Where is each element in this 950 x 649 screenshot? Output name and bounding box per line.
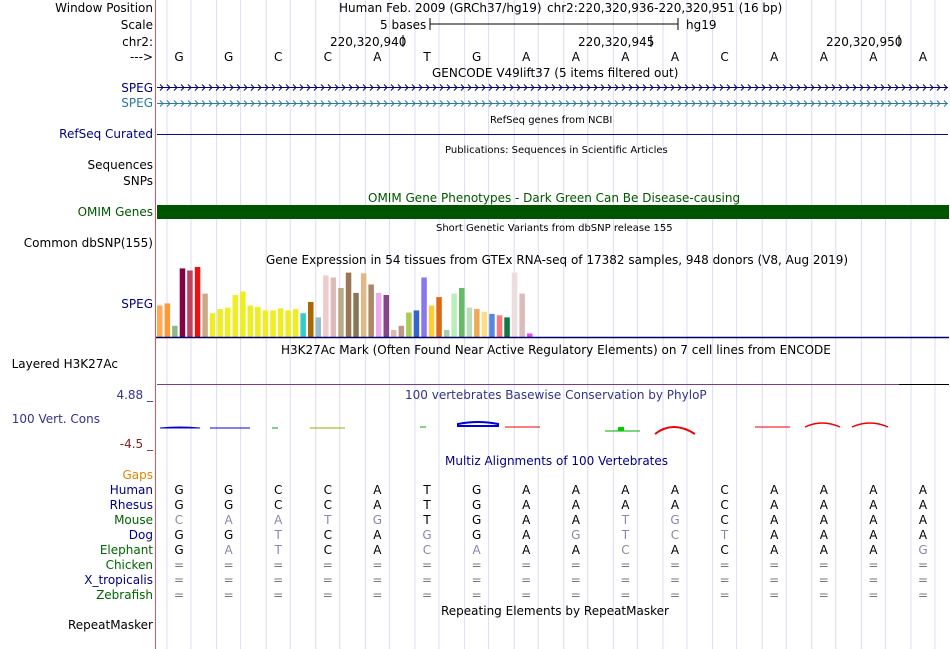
alignment-base: A [918,528,928,542]
alignment-base: A [819,483,828,497]
alignment-base: C [273,483,283,497]
alignment-base: A [274,513,283,527]
ruler-tick-label: 220,320,950 [826,35,903,49]
gtex-tissue-bar[interactable] [451,294,457,337]
gtex-tissue-bar[interactable] [353,293,359,337]
scale-bar [430,18,678,30]
gencode-track-title: GENCODE V49lift37 (5 items filtered out) [432,66,679,80]
alignment-base: C [323,483,332,497]
alignment-base: = [372,573,383,587]
alignment-base: = [818,573,829,587]
window-position-label: Window Position [55,1,153,15]
alignment-base: = [223,573,234,587]
alignment-base: A [770,483,779,497]
gtex-tissue-bar[interactable] [233,295,239,337]
alignment-base: = [917,558,929,572]
reference-base: A [522,50,531,64]
phylop-track-title: 100 vertebrates Basewise Conservation by PhyloP [405,388,707,402]
alignment-base: A [770,498,779,512]
multiz-species-label[interactable]: Rhesus [109,498,153,512]
alignment-base: C [720,483,729,497]
reference-base: G [471,50,482,64]
gencode-gene-label[interactable]: SPEG [121,96,153,110]
publications-track-title: Publications: Sequences in Scientific Articles [445,145,668,156]
gtex-tissue-bar[interactable] [489,314,495,337]
alignment-base: A [571,498,580,512]
gtex-bar-chart[interactable] [157,267,533,337]
alignment-base: = [917,588,929,602]
multiz-species-label[interactable]: Elephant [99,543,153,557]
alignment-base: = [521,573,532,587]
alignment-base: = [471,573,482,587]
alignment-base: A [869,543,878,557]
alignment-base: = [372,558,383,572]
alignment-base: A [621,483,630,497]
alignment-base: = [521,558,532,572]
reference-base: A [819,50,828,64]
alignment-base: A [819,498,828,512]
alignment-base: T [423,513,431,527]
alignment-base: G [918,543,928,557]
publications-snps-label[interactable]: SNPs [123,174,153,188]
alignment-base: = [669,588,681,602]
alignment-base: = [421,588,433,602]
alignment-base: T [720,528,729,542]
alignment-base: A [522,498,531,512]
alignment-base: G [372,513,383,527]
alignment-base: = [273,558,284,572]
omim-track-label[interactable]: OMIM Genes [77,205,153,219]
reference-base: A [918,50,928,64]
gtex-tissue-bar[interactable] [225,308,231,337]
alignment-base: A [224,513,233,527]
alignment-base: T [274,543,282,557]
alignment-base: = [223,558,234,572]
alignment-base: C [323,528,332,542]
gtex-tissue-bar[interactable] [263,310,269,337]
alignment-base: = [421,558,433,572]
alignment-base: = [917,573,929,587]
alignment-base: G [174,528,184,542]
gtex-tissue-bar[interactable] [436,297,442,337]
alignment-base: A [869,483,878,497]
alignment-base: T [621,528,630,542]
reference-base: T [423,50,431,64]
alignment-base: G [471,528,482,542]
alignment-base: C [720,513,729,527]
gtex-tissue-bar[interactable] [391,330,397,337]
assembly-title: Human Feb. 2009 (GRCh37/hg19) [339,1,542,15]
gtex-tissue-bar[interactable] [474,309,480,337]
reference-base: C [273,50,283,64]
reference-base: C [323,50,332,64]
gencode-transcript-2[interactable] [157,101,948,107]
alignment-base: A [770,513,779,527]
alignment-base: G [174,483,184,497]
gtex-tissue-bar[interactable] [165,303,171,337]
gtex-tissue-bar[interactable] [429,306,435,338]
alignment-base: = [620,558,631,572]
alignment-base: = [719,573,730,587]
alignment-base: G [471,498,482,512]
gencode-gene-label[interactable]: SPEG [121,81,153,95]
alignment-base: A [571,543,580,557]
alignment-base: = [620,588,631,602]
reference-base: G [223,50,234,64]
multiz-species-label[interactable]: Zebrafish [96,588,153,602]
alignment-base: A [770,528,779,542]
gtex-tissue-bar[interactable] [504,317,510,337]
alignment-base: = [173,588,185,602]
gtex-tissue-bar[interactable] [270,310,276,337]
alignment-base: A [918,483,928,497]
gtex-tissue-bar[interactable] [210,313,216,337]
reference-base: A [770,50,779,64]
gtex-tissue-bar[interactable] [248,306,254,338]
alignment-base: = [322,573,333,587]
alignment-base: T [324,513,332,527]
multiz-species-label[interactable]: Human [109,483,153,497]
alignment-base: A [869,528,878,542]
gtex-tissue-bar[interactable] [497,315,503,337]
gtex-tissue-bar[interactable] [368,285,374,338]
alignment-base: A [670,543,680,557]
alignment-base: = [570,573,581,587]
alignment-base: C [422,543,432,557]
h3k27ac-track-label[interactable]: Layered H3K27Ac [11,357,118,371]
repeatmasker-track-label[interactable]: RepeatMasker [67,618,153,632]
multiz-species-label[interactable]: Dog [128,528,153,542]
alignment-base: G [223,528,234,542]
phylop-min-label: -4.5 _ [119,437,153,451]
strand-arrow-label: ---> [129,50,153,64]
multiz-track-title: Multiz Alignments of 100 Vertebrates [445,454,669,468]
alignment-base: A [571,483,580,497]
alignment-base: G [223,483,234,497]
alignment-base: = [620,573,631,587]
alignment-base: = [669,573,681,587]
reference-base: A [670,50,680,64]
gtex-tissue-bar[interactable] [172,326,178,337]
dbsnp-track-title: Short Genetic Variants from dbSNP release 155 [436,223,673,234]
alignment-base: G [670,513,680,527]
phylop-max-label: 4.88 _ [116,388,153,402]
ruler-tick-label: 220,320,945 [578,35,655,49]
alignment-base: C [323,543,332,557]
scale-text: 5 bases [380,18,427,32]
reference-base: A [571,50,580,64]
alignment-base: = [173,573,185,587]
alignment-base: = [769,573,780,587]
gtex-tissue-bar[interactable] [157,306,163,338]
alignment-base: = [818,588,829,602]
chrom-label: chr2: [122,35,153,49]
gtex-tissue-bar[interactable] [308,302,314,337]
alignment-base: C [621,543,630,557]
multiz-species-label[interactable]: X_tropicalis [84,573,153,587]
alignment-base: C [273,498,283,512]
reference-base: C [720,50,729,64]
alignment-base: G [571,528,581,542]
alignment-base: G [471,483,482,497]
alignment-base: A [571,513,580,527]
gtex-tissue-bar[interactable] [384,295,390,337]
alignment-base: = [868,588,879,602]
alignment-base: = [322,558,333,572]
alignment-base: A [522,543,531,557]
alignment-base: = [273,588,284,602]
alignment-base: T [423,498,431,512]
alignment-base: A [224,543,233,557]
repeatmasker-track-title: Repeating Elements by RepeatMasker [441,604,669,618]
alignment-base: = [868,573,879,587]
gtex-tissue-bar[interactable] [255,307,261,337]
gtex-tissue-bar[interactable] [217,309,223,337]
alignment-base: = [719,558,730,572]
dbsnp-track-label[interactable]: Common dbSNP(155) [23,236,153,250]
omim-track-title: OMIM Gene Phenotypes - Dark Green Can Be Disease-causing [368,191,741,205]
alignment-base: = [273,573,284,587]
alignment-base: T [423,483,431,497]
gtex-tissue-bar[interactable] [316,317,322,337]
gtex-tissue-bar[interactable] [338,288,344,337]
alignment-base: A [522,528,531,542]
omim-gene-bar[interactable] [157,205,949,219]
phylop-track-label[interactable]: 100 Vert. Cons [11,412,100,426]
gtex-tissue-bar[interactable] [444,330,450,337]
alignment-base: = [769,588,780,602]
alignment-base: A [670,483,680,497]
alignment-base: C [720,498,729,512]
alignment-base: C [720,543,729,557]
alignment-base: C [174,513,184,527]
alignment-base: = [471,558,482,572]
alignment-base: A [819,543,828,557]
reference-base: G [174,50,184,64]
position-title[interactable]: chr2:220,320,936-220,320,951 (16 bp) [547,1,783,15]
alignment-base: C [323,498,332,512]
alignment-base: = [322,588,333,602]
alignment-base: A [373,483,382,497]
gtex-tissue-bar[interactable] [278,308,284,337]
alignment-base: C [670,528,680,542]
track-label-divider [155,0,156,649]
gtex-tissue-bar[interactable] [300,313,306,337]
gtex-track-title: Gene Expression in 54 tissues from GTEx RNA-seq of 17382 samples, 948 donors (V8, Aug 2019) [266,253,849,267]
gtex-tissue-bar[interactable] [323,275,329,337]
alignment-base: = [719,588,730,602]
reference-base: A [869,50,878,64]
alignment-base: G [174,498,184,512]
alignment-base: = [868,558,879,572]
multiz-gaps-label[interactable]: Gaps [122,468,153,482]
gtex-tissue-bar[interactable] [331,278,337,338]
gtex-tissue-bar[interactable] [240,292,246,338]
gtex-tissue-bar[interactable] [519,294,525,337]
alignment-base: A [869,513,878,527]
multiz-species-label[interactable]: Mouse [114,513,153,527]
gtex-track-label[interactable]: SPEG [121,297,153,311]
alignment-base: = [223,588,234,602]
gtex-tissue-bar[interactable] [406,313,412,338]
gtex-tissue-bar[interactable] [293,309,299,337]
alignment-base: G [422,528,432,542]
alignment-base: = [570,588,581,602]
alignment-base: A [373,543,382,557]
alignment-base: A [918,513,928,527]
alignment-base: A [472,543,481,557]
gtex-tissue-bar[interactable] [527,334,533,338]
alignment-base: A [869,498,878,512]
alignment-base: = [471,588,482,602]
alignment-base: = [372,588,383,602]
alignment-base: = [173,558,185,572]
h3k27ac-track-title: H3K27Ac Mark (Often Found Near Active Regulatory Elements) on 7 cell lines from ENCODE [281,343,831,357]
alignment-base: A [819,513,828,527]
alignment-base: A [770,543,779,557]
alignment-base: = [769,558,780,572]
gtex-tissue-bar[interactable] [202,294,208,337]
gtex-tissue-bar[interactable] [467,308,473,337]
alignment-base: G [471,513,482,527]
gtex-tissue-bar[interactable] [421,278,427,338]
gencode-transcript-1[interactable] [157,85,948,91]
refseq-track-title: RefSeq genes from NCBI [490,115,613,126]
alignment-base: A [621,498,630,512]
alignment-base: A [373,498,382,512]
gtex-tissue-bar[interactable] [376,293,382,337]
alignment-base: = [570,558,581,572]
alignment-base: = [818,558,829,572]
scale-label: Scale [120,18,153,32]
alignment-base: T [274,528,282,542]
alignment-base: A [819,528,828,542]
alignment-base: = [421,573,433,587]
alignment-base: = [521,588,532,602]
alignment-base: G [223,498,234,512]
gtex-tissue-bar[interactable] [195,267,201,337]
alignment-base: T [621,513,630,527]
alignment-base: A [522,513,531,527]
gtex-tissue-bar[interactable] [512,273,518,337]
gtex-tissue-bar[interactable] [459,288,465,337]
reference-base: A [621,50,630,64]
gtex-tissue-bar[interactable] [346,273,352,337]
gtex-tissue-bar[interactable] [180,268,186,337]
publications-sequences-label[interactable]: Sequences [87,158,153,172]
reference-base: A [373,50,382,64]
gtex-tissue-bar[interactable] [285,310,291,337]
ruler-tick-label: 220,320,940 [330,35,407,49]
gtex-tissue-bar[interactable] [414,310,420,337]
multiz-species-label[interactable]: Chicken [105,558,153,572]
gtex-tissue-bar[interactable] [187,271,193,338]
gtex-tissue-bar[interactable] [399,326,405,337]
alignment-base: A [670,498,680,512]
db-name: hg19 [686,18,717,32]
gtex-tissue-bar[interactable] [482,312,488,337]
phylop-conservation-plot[interactable] [160,422,888,434]
refseq-track-label[interactable]: RefSeq Curated [59,127,153,141]
alignment-base: A [522,483,531,497]
alignment-base: A [373,528,382,542]
gtex-tissue-bar[interactable] [361,273,367,337]
alignment-base: A [918,498,928,512]
alignment-base: = [669,558,681,572]
alignment-base: G [174,543,184,557]
